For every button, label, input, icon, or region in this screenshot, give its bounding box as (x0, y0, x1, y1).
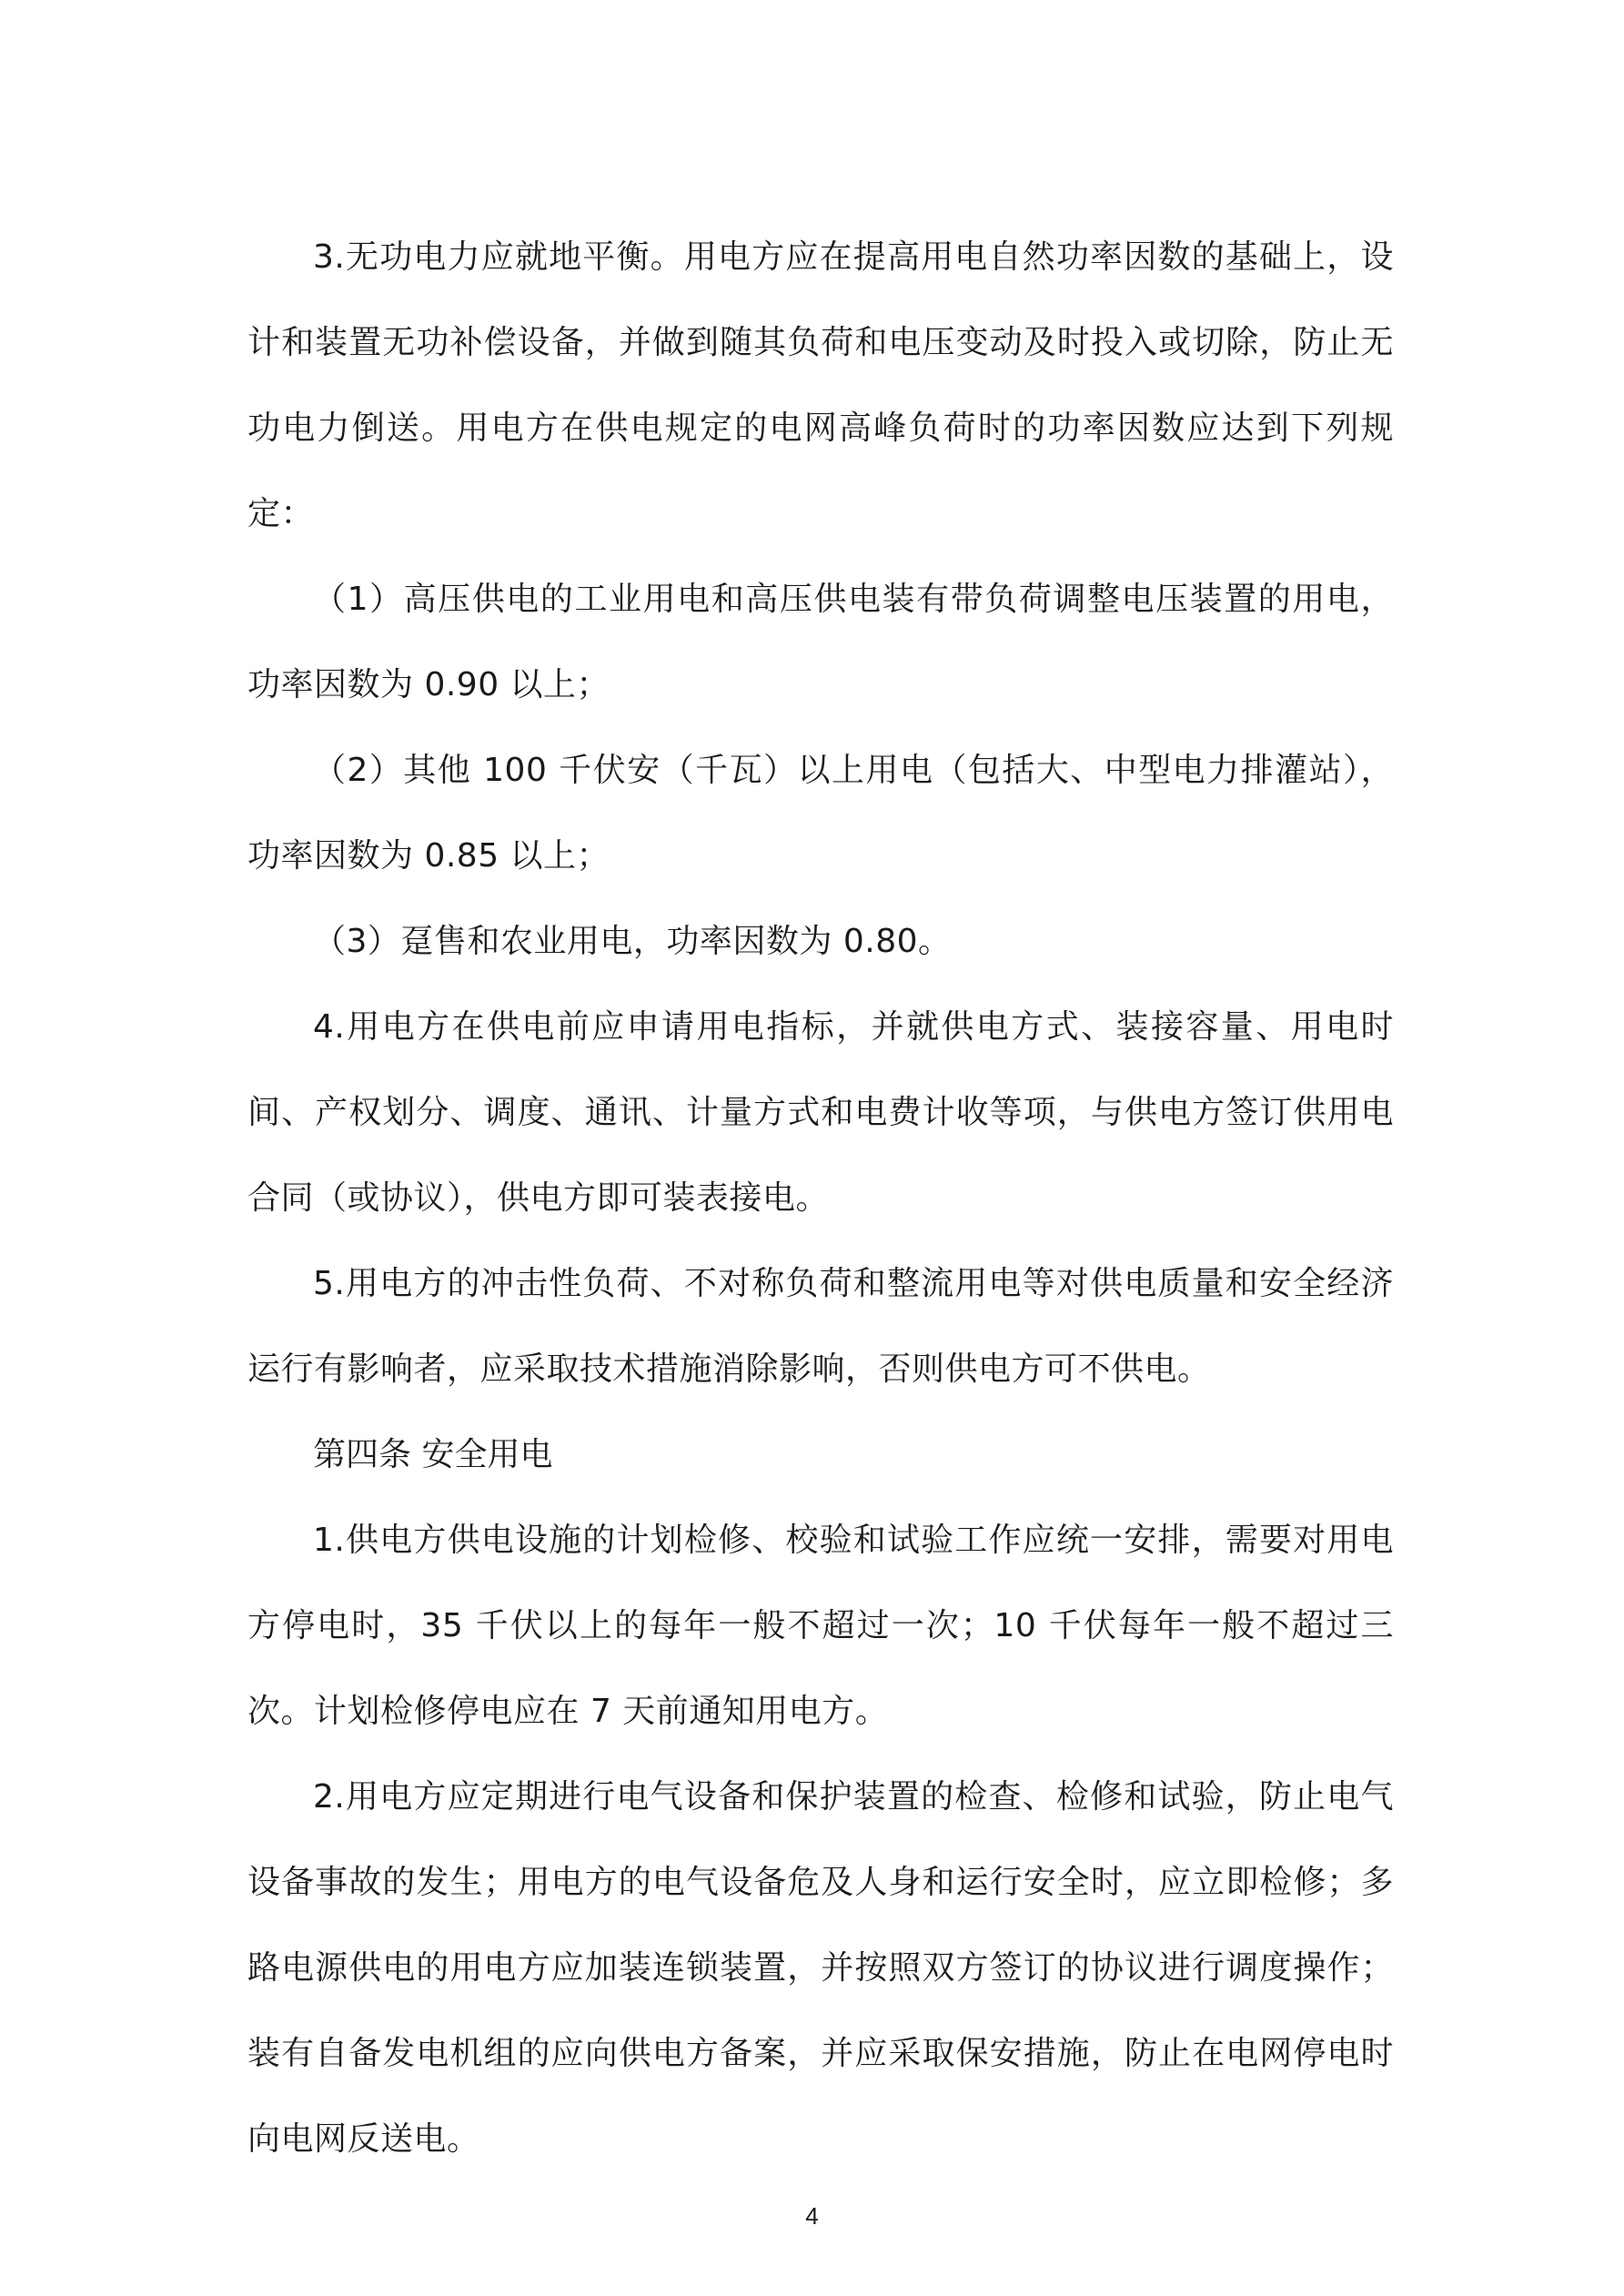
paragraph-apply-indicator: 4.用电方在供电前应申请用电指标，并就供电方式、装接容量、用电时间、产权划分、调度、通讯、计量方式和电费计收等项，与供电方签订供用电合同（或协议），供电方即可装表接电。 (247, 1008, 1394, 1217)
section-heading-safe-electricity: 第四条 安全用电 (313, 1436, 553, 1473)
list-item-power-factor-2: （2）其他 100 千伏安（千瓦）以上用电（包括大、中型电力排灌站），功率因数为 0.85 以上； (247, 752, 1394, 875)
paragraph-impact-load: 5.用电方的冲击性负荷、不对称负荷和整流用电等对供电质量和安全经济运行有影响者，应采取技术措施消除影响，否则供电方可不供电。 (247, 1265, 1394, 1388)
list-item-power-factor-3: （3）趸售和农业用电，功率因数为 0.80。 (313, 923, 952, 960)
document-body (247, 215, 1394, 2182)
list-item-power-factor-1: （1）高压供电的工业用电和高压供电装有带负荷调整电压装置的用电，功率因数为 0.90 以上； (247, 581, 1394, 703)
paragraph-reactive-power: 3.无功电力应就地平衡。用电方应在提高用电自然功率因数的基础上，设计和装置无功补偿设备，并做到随其负荷和电压变动及时投入或切除，防止无功电力倒送。用电方在供电规定的电网高峰负荷时的功率因数应达到下列规定： (247, 238, 1394, 532)
paragraph-maintenance-outage: 1.供电方供电设施的计划检修、校验和试验工作应统一安排，需要对用电方停电时，35 千伏以上的每年一般不超过一次；10 千伏每年一般不超过三次。计划检修停电应在 7 天前通知用电方。 (247, 1522, 1394, 1730)
page-number: 4 (805, 2202, 819, 2230)
paragraph-equipment-inspection: 2.用电方应定期进行电气设备和保护装置的检查、检修和试验，防止电气设备事故的发生；用电方的电气设备危及人身和运行安全时，应立即检修；多路电源供电的用电方应加装连锁装置，并按照双方签订的协议进行调度操作；装有自备发电机组的应向供电方备案，并应采取保安措施，防止在电网停电时向电网反送电。 (247, 1778, 1394, 2158)
